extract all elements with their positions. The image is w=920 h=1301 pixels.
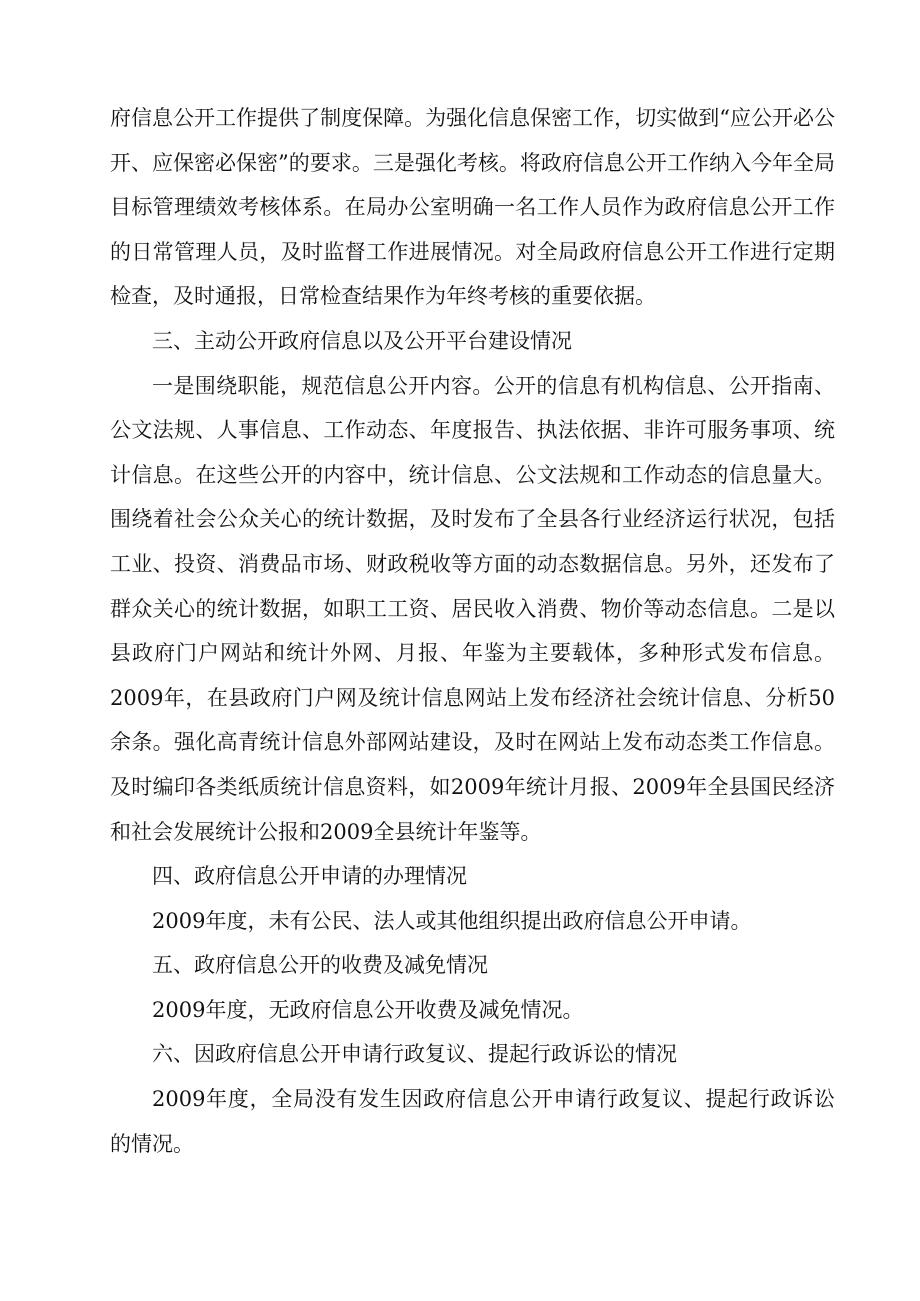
paragraph-section-4-body: 2009年度，未有公民、法人或其他组织提出政府信息公开申请。 bbox=[152, 908, 752, 933]
section-heading-6: 六、因政府信息公开申请行政复议、提起行政诉讼的情况 bbox=[152, 1042, 677, 1067]
section-heading-4: 四、政府信息公开申请的办理情况 bbox=[152, 864, 467, 889]
document-body bbox=[110, 96, 835, 1166]
paragraph-section-5-body: 2009年度，无政府信息公开收费及减免情况。 bbox=[152, 997, 584, 1022]
paragraph-section-6-body: 2009年度，全局没有发生因政府信息公开申请行政复议、提起行政诉讼的情况。 bbox=[110, 1087, 835, 1156]
paragraph-section-3-body: 一是围绕职能，规范信息公开内容。公开的信息有机构信息、公开指南、公文法规、人事信息、工作动态、年度报告、执法依据、非许可服务事项、统计信息。在这些公开的内容中，统计信息、公文法规和工作动态的信息量大。围绕着社会公众关心的统计数据，及时发布了全县各行业经济运行状况，包括工业、投资、消费品市场、财政税收等方面的动态数据信息。另外，还发布了群众关心的统计数据，如职工工资、居民收入消费、物价等动态信息。二是以县政府门户网站和统计外网、月报、年鉴为主要载体，多种形式发布信息。2009年，在县政府门户网及统计信息网站上发布经济社会统计信息、分析50余条。强化高青统计信息外部网站建设，及时在网站上发布动态类工作信息。及时编印各类纸质统计信息资料，如2009年统计月报、2009年全县国民经济和社会发展统计公报和2009全县统计年鉴等。 bbox=[110, 373, 835, 844]
section-heading-3: 三、主动公开政府信息以及公开平台建设情况 bbox=[152, 328, 572, 353]
paragraph-continuation: 府信息公开工作提供了制度保障。为强化信息保密工作，切实做到“应公开必公开、应保密必保密”的要求。三是强化考核。将政府信息公开工作纳入今年全局目标管理绩效考核体系。在局办公室明确一名工作人员作为政府信息公开工作的日常管理人员，及时监督工作进展情况。对全局政府信息公开工作进行定期检查，及时通报，日常检查结果作为年终考核的重要依据。 bbox=[110, 106, 835, 309]
section-heading-5: 五、政府信息公开的收费及减免情况 bbox=[152, 953, 488, 978]
